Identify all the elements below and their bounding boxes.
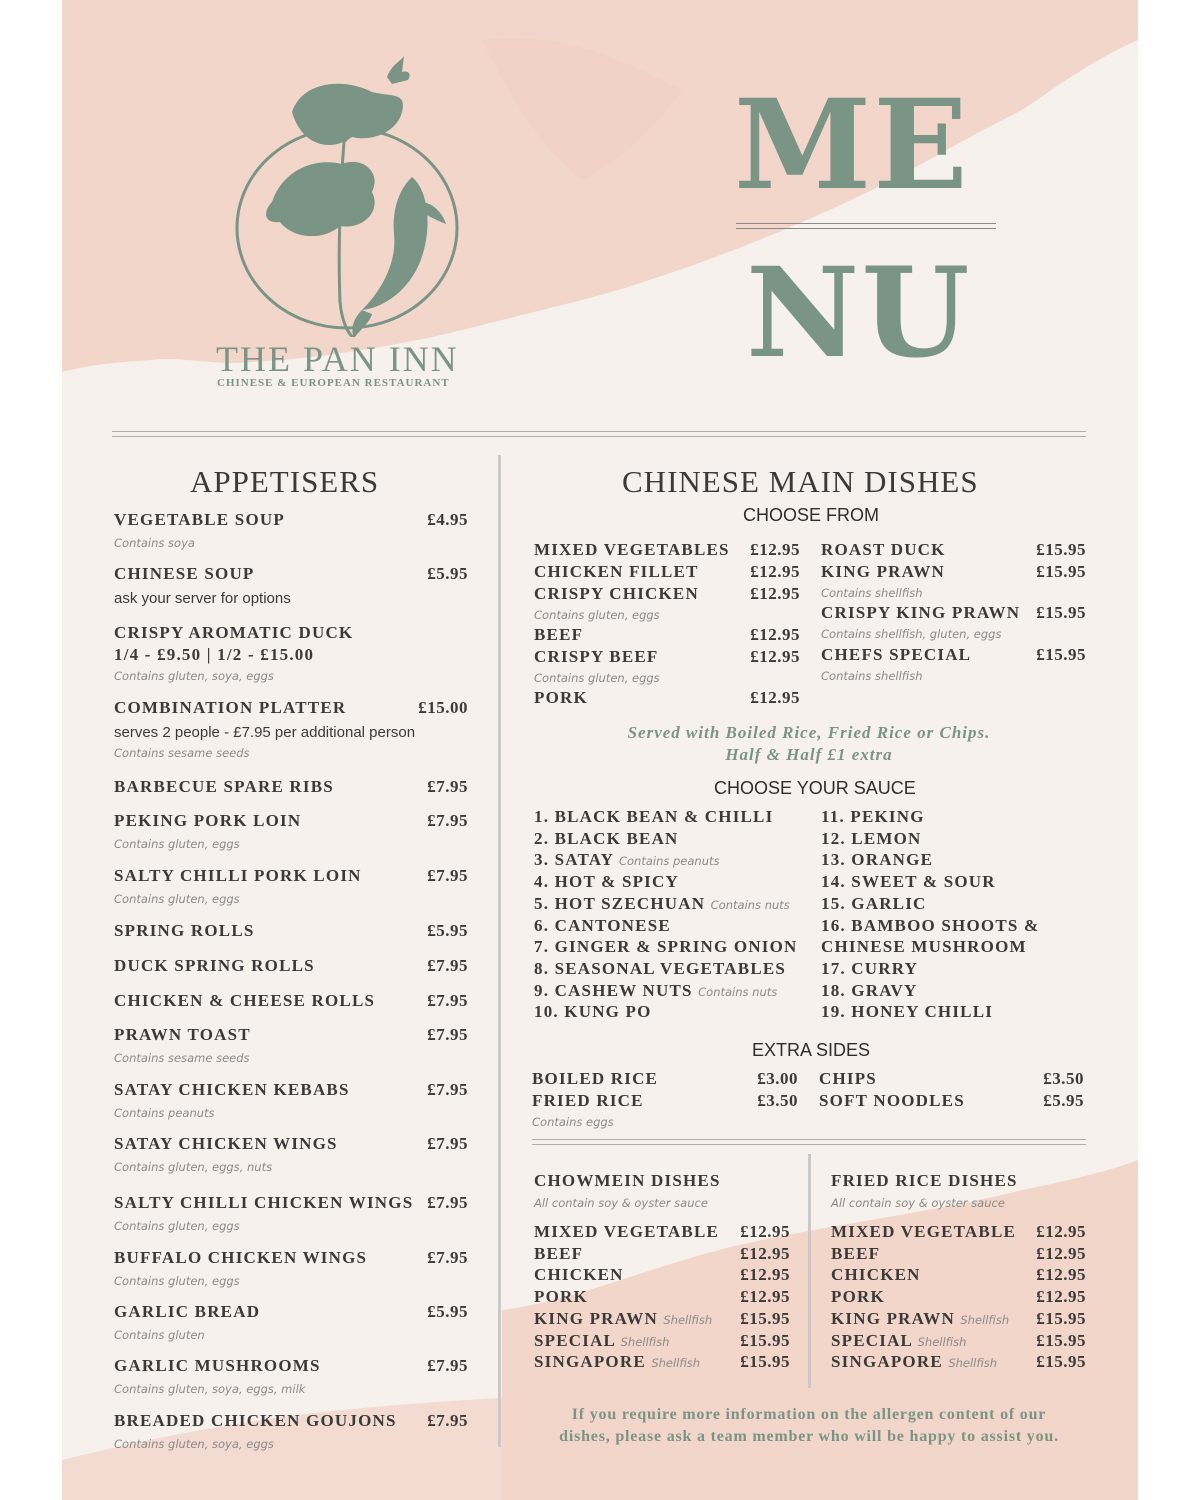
main-dish-price: £12.95 — [750, 540, 800, 559]
item-name: MIXED VEGETABLE — [534, 1222, 720, 1241]
main-dish-name: CHICKEN FILLET — [534, 562, 699, 581]
sauce-option — [821, 1002, 993, 1022]
sauce-option — [534, 916, 671, 936]
appetiser-name: CHICKEN & CHEESE ROLLS — [114, 991, 376, 1010]
appetiser-allergen-note: Contains peanuts — [114, 1106, 215, 1120]
allergen-note: Contains nuts — [698, 984, 778, 999]
item-name: SPECIAL — [831, 1330, 913, 1350]
appetiser-allergen-note: Contains gluten, eggs — [114, 1274, 240, 1288]
item-name: PORK — [534, 1287, 588, 1307]
appetiser-name: BREADED CHICKEN GOUJONS — [114, 1411, 397, 1430]
appetiser-name: CHINESE SOUP — [114, 564, 255, 583]
chowmein-price: £15.95 — [740, 1308, 790, 1328]
side-price: £3.00 — [757, 1069, 798, 1088]
appetiser-price: £7.95 — [427, 866, 468, 885]
menu-sheet — [62, 0, 1138, 1500]
item-name: 2. BLACK BEAN — [534, 828, 679, 848]
appetisers-heading: APPETISERS — [190, 464, 380, 499]
appetiser-allergen-note: Contains gluten, soya, eggs — [114, 1437, 274, 1451]
menu-title-bottom: NU — [746, 241, 972, 386]
appetiser-name: SATAY CHICKEN KEBABS — [114, 1080, 350, 1099]
friedrice-dish — [831, 1244, 880, 1264]
allergen-note: Contains nuts — [710, 897, 790, 912]
chowmein-dish — [534, 1287, 588, 1307]
item-name: 10. KUNG PO — [534, 1002, 652, 1022]
chowmein-price: £12.95 — [740, 1265, 790, 1285]
appetiser-price: £15.00 — [418, 698, 468, 717]
appetiser-name: PEKING PORK LOIN — [114, 811, 302, 830]
appetiser-name: SALTY CHILLI PORK LOIN — [114, 866, 362, 885]
chowmein-dish — [534, 1309, 712, 1329]
main-dish-name: KING PRAWN — [821, 562, 945, 581]
sauce-option — [534, 894, 790, 914]
item-name: 5. HOT SZECHUAN — [534, 893, 706, 913]
sauce-option — [534, 829, 679, 849]
appetiser-price: £7.95 — [427, 1193, 468, 1212]
appetiser-allergen-note: Contains sesame seeds — [114, 1051, 250, 1065]
appetiser-price: £7.95 — [427, 811, 468, 830]
main-dish-name: PORK — [534, 688, 588, 707]
appetiser-price: £4.95 — [427, 510, 468, 529]
appetiser-price: £5.95 — [427, 1302, 468, 1321]
sides-note: Contains eggs — [532, 1115, 614, 1129]
item-name: SINGAPORE — [534, 1352, 646, 1372]
chowmein-dish — [534, 1244, 583, 1264]
side-name: CHIPS — [819, 1069, 877, 1088]
appetiser-price: £7.95 — [427, 1356, 468, 1375]
item-name: PORK — [831, 1287, 885, 1307]
sauce-option — [821, 872, 996, 892]
appetiser-price: £7.95 — [427, 1080, 468, 1099]
appetiser-price: £7.95 — [427, 1248, 468, 1267]
appetiser-name: GARLIC MUSHROOMS — [114, 1356, 321, 1375]
appetiser-price: £7.95 — [427, 956, 468, 975]
appetiser-allergen-note: Contains gluten — [114, 1328, 205, 1342]
mains-heading: CHINESE MAIN DISHES — [622, 464, 979, 499]
sides-heading: EXTRA SIDES — [752, 1040, 871, 1060]
side-name: SOFT NOODLES — [819, 1091, 965, 1110]
sauce-option — [821, 959, 918, 979]
noodle-rice-divider — [808, 1154, 811, 1388]
appetiser-price: £5.95 — [427, 564, 468, 583]
item-name: 8. SEASONAL VEGETABLES — [534, 958, 787, 978]
appetiser-price: £7.95 — [427, 1134, 468, 1153]
friedrice-dish — [831, 1287, 885, 1307]
side-price: £5.95 — [1043, 1091, 1084, 1110]
friedrice-price: £12.95 — [1036, 1222, 1086, 1241]
chowmein-dish — [534, 1222, 719, 1242]
allergen-note: Shellfish — [651, 1356, 701, 1371]
appetiser-name: SATAY CHICKEN WINGS — [114, 1134, 338, 1153]
appetiser-price: £7.95 — [427, 1411, 468, 1430]
appetiser-name: BUFFALO CHICKEN WINGS — [114, 1248, 368, 1267]
item-name: MIXED VEGETABLE — [831, 1222, 1017, 1241]
chowmein-price: £12.95 — [740, 1222, 790, 1241]
side-price: £3.50 — [757, 1091, 798, 1110]
main-dish-name: CRISPY BEEF — [534, 647, 659, 666]
menu-title-top: ME — [734, 73, 970, 218]
item-name: 11. PEKING — [821, 807, 925, 826]
main-dish-price: £12.95 — [750, 688, 800, 707]
main-dish-price: £12.95 — [750, 647, 800, 666]
item-name: CHINESE MUSHROOM — [821, 937, 1027, 957]
appetiser-allergen-note: Contains gluten, eggs, nuts — [114, 1160, 273, 1174]
friedrice-dish — [831, 1331, 966, 1351]
appetiser-allergen-note: Contains gluten, eggs — [114, 1219, 240, 1233]
appetiser-allergen-note: Contains gluten, eggs — [114, 892, 240, 906]
allergen-footer: If you require more information on the allergen content of our dishes, please ask a team member who will be happy to assist you. — [559, 1406, 1059, 1445]
sauce-option — [534, 807, 773, 827]
main-dish-allergen-note: Contains gluten, eggs — [534, 671, 660, 685]
main-dish-price: £12.95 — [750, 562, 800, 581]
friedrice-price: £12.95 — [1036, 1287, 1086, 1307]
appetiser-name: DUCK SPRING ROLLS — [114, 956, 315, 975]
friedrice-price: £15.95 — [1036, 1330, 1086, 1350]
chowmein-price: £12.95 — [740, 1287, 790, 1307]
allergen-note: Shellfish — [663, 1312, 713, 1327]
main-dish-price: £12.95 — [750, 584, 800, 603]
item-name: 1. BLACK BEAN & CHILLI — [534, 807, 774, 826]
item-name: BEEF — [534, 1243, 584, 1263]
item-name: 3. SATAY — [534, 850, 614, 870]
friedrice-price: £15.95 — [1036, 1308, 1086, 1328]
appetiser-price: £7.95 — [427, 991, 468, 1010]
item-name: 14. SWEET & SOUR — [821, 872, 996, 892]
appetiser-name: COMBINATION PLATTER — [114, 698, 347, 717]
item-name: 18. GRAVY — [821, 980, 918, 1000]
item-name: SINGAPORE — [831, 1352, 943, 1372]
appetiser-name: SALTY CHILLI CHICKEN WINGS — [114, 1193, 414, 1212]
main-dish-name: BEEF — [534, 625, 584, 644]
main-dish-price: £15.95 — [1036, 645, 1086, 664]
choose-from-label: CHOOSE FROM — [743, 505, 880, 525]
item-name: SPECIAL — [534, 1330, 616, 1350]
appetiser-allergen-note: Contains soya — [114, 536, 195, 550]
sauce-option — [534, 850, 720, 870]
appetiser-portion-prices: 1/4 - £9.50 | 1/2 - £15.00 — [114, 645, 315, 664]
item-name: 9. CASHEW NUTS — [534, 980, 693, 1000]
appetiser-allergen-note: Contains sesame seeds — [114, 746, 250, 760]
item-name: 15. GARLIC — [821, 893, 927, 913]
main-dish-price: £12.95 — [750, 625, 800, 644]
chowmein-price: £15.95 — [740, 1330, 790, 1350]
main-dish-name: CHEFS SPECIAL — [821, 645, 972, 664]
item-name: KING PRAWN — [831, 1308, 955, 1328]
appetiser-name: PRAWN TOAST — [114, 1025, 251, 1044]
appetiser-allergen-note: Contains gluten, eggs — [114, 837, 240, 851]
side-name: BOILED RICE — [532, 1069, 659, 1088]
main-dish-name: CRISPY CHICKEN — [534, 584, 699, 603]
chowmein-price: £12.95 — [740, 1243, 790, 1263]
allergen-note: Contains peanuts — [618, 854, 720, 869]
sauce-option — [821, 850, 933, 870]
friedrice-subtitle: All contain soy & oyster sauce — [831, 1196, 1005, 1210]
appetiser-name: SPRING ROLLS — [114, 921, 255, 940]
friedrice-price: £12.95 — [1036, 1265, 1086, 1285]
item-name: 13. ORANGE — [821, 850, 934, 870]
main-dish-allergen-note: Contains shellfish — [821, 669, 923, 683]
appetiser-name: VEGETABLE SOUP — [114, 510, 285, 529]
chowmein-dish — [534, 1352, 700, 1372]
friedrice-heading: FRIED RICE DISHES — [831, 1171, 1018, 1190]
chowmein-dish — [534, 1265, 624, 1285]
main-dish-name: ROAST DUCK — [821, 540, 946, 559]
sauce-option — [821, 916, 1039, 936]
friedrice-dish — [831, 1352, 997, 1372]
friedrice-dish — [831, 1222, 1016, 1242]
restaurant-name: THE PAN INN — [216, 339, 459, 379]
item-name: KING PRAWN — [534, 1308, 658, 1328]
sauce-option — [534, 981, 777, 1001]
friedrice-price: £15.95 — [1036, 1352, 1086, 1372]
item-name: 19. HONEY CHILLI — [821, 1002, 994, 1022]
item-name: 17. CURRY — [821, 958, 919, 978]
lotus-koi-logo-icon — [232, 52, 462, 337]
item-name: CHICKEN — [534, 1265, 624, 1285]
sauce-heading: CHOOSE YOUR SAUCE — [714, 778, 916, 798]
served-with-note: Served with Boiled Rice, Fried Rice or Chips. Half & Half £1 extra — [627, 723, 991, 764]
allergen-note: Shellfish — [620, 1334, 670, 1349]
side-name: FRIED RICE — [532, 1091, 644, 1110]
item-name: 16. BAMBOO SHOOTS & — [821, 915, 1040, 935]
item-name: 7. GINGER & SPRING ONION — [534, 937, 798, 957]
allergen-note: Shellfish — [917, 1334, 967, 1349]
side-price: £3.50 — [1043, 1069, 1084, 1088]
column-divider — [498, 455, 501, 1447]
item-name: 12. LEMON — [821, 828, 922, 848]
appetiser-allergen-note: Contains gluten, soya, eggs — [114, 669, 274, 683]
item-name: CHICKEN — [831, 1265, 921, 1285]
chowmein-subtitle: All contain soy & oyster sauce — [534, 1196, 708, 1210]
main-dish-allergen-note: Contains gluten, eggs — [534, 608, 660, 622]
main-dish-price: £15.95 — [1036, 603, 1086, 622]
appetiser-price: £7.95 — [427, 777, 468, 796]
allergen-note: Shellfish — [960, 1312, 1010, 1327]
main-dish-allergen-note: Contains shellfish, gluten, eggs — [821, 627, 1002, 641]
sauce-option — [534, 937, 798, 957]
item-name: BEEF — [831, 1243, 881, 1263]
appetiser-name: GARLIC BREAD — [114, 1302, 261, 1321]
friedrice-price: £12.95 — [1036, 1243, 1086, 1263]
sides-divider — [532, 1139, 1086, 1140]
main-dish-name: MIXED VEGETABLES — [534, 540, 730, 559]
friedrice-dish — [831, 1265, 921, 1285]
top-divider — [112, 431, 1086, 432]
sauce-option — [534, 959, 786, 979]
item-name: 4. HOT & SPICY — [534, 872, 679, 892]
chowmein-dish — [534, 1331, 669, 1351]
friedrice-dish — [831, 1309, 1009, 1329]
appetiser-allergen-note: Contains gluten, soya, eggs, milk — [114, 1382, 306, 1396]
appetiser-price: £5.95 — [427, 921, 468, 940]
sauce-option — [534, 1002, 652, 1022]
sauce-option — [821, 981, 917, 1001]
main-dish-name: CRISPY KING PRAWN — [821, 603, 1021, 622]
restaurant-subtitle: CHINESE & EUROPEAN RESTAURANT — [217, 377, 450, 389]
appetiser-description: ask your server for options — [114, 590, 291, 607]
sauce-option — [534, 872, 679, 892]
main-dish-price: £15.95 — [1036, 540, 1086, 559]
appetiser-name: CRISPY AROMATIC DUCK — [114, 623, 354, 642]
item-name: 6. CANTONESE — [534, 915, 671, 935]
appetiser-price: £7.95 — [427, 1025, 468, 1044]
allergen-note: Shellfish — [948, 1356, 998, 1371]
sauce-option — [821, 829, 922, 849]
chowmein-price: £15.95 — [740, 1352, 790, 1372]
sauce-option — [821, 937, 1027, 957]
chowmein-heading: CHOWMEIN DISHES — [534, 1171, 721, 1190]
main-dish-price: £15.95 — [1036, 562, 1086, 581]
sauce-option — [821, 807, 925, 827]
main-dish-allergen-note: Contains shellfish — [821, 586, 923, 600]
appetiser-description: serves 2 people - £7.95 per additional person — [114, 724, 416, 741]
appetiser-name: BARBECUE SPARE RIBS — [114, 777, 334, 796]
sauce-option — [821, 894, 927, 914]
